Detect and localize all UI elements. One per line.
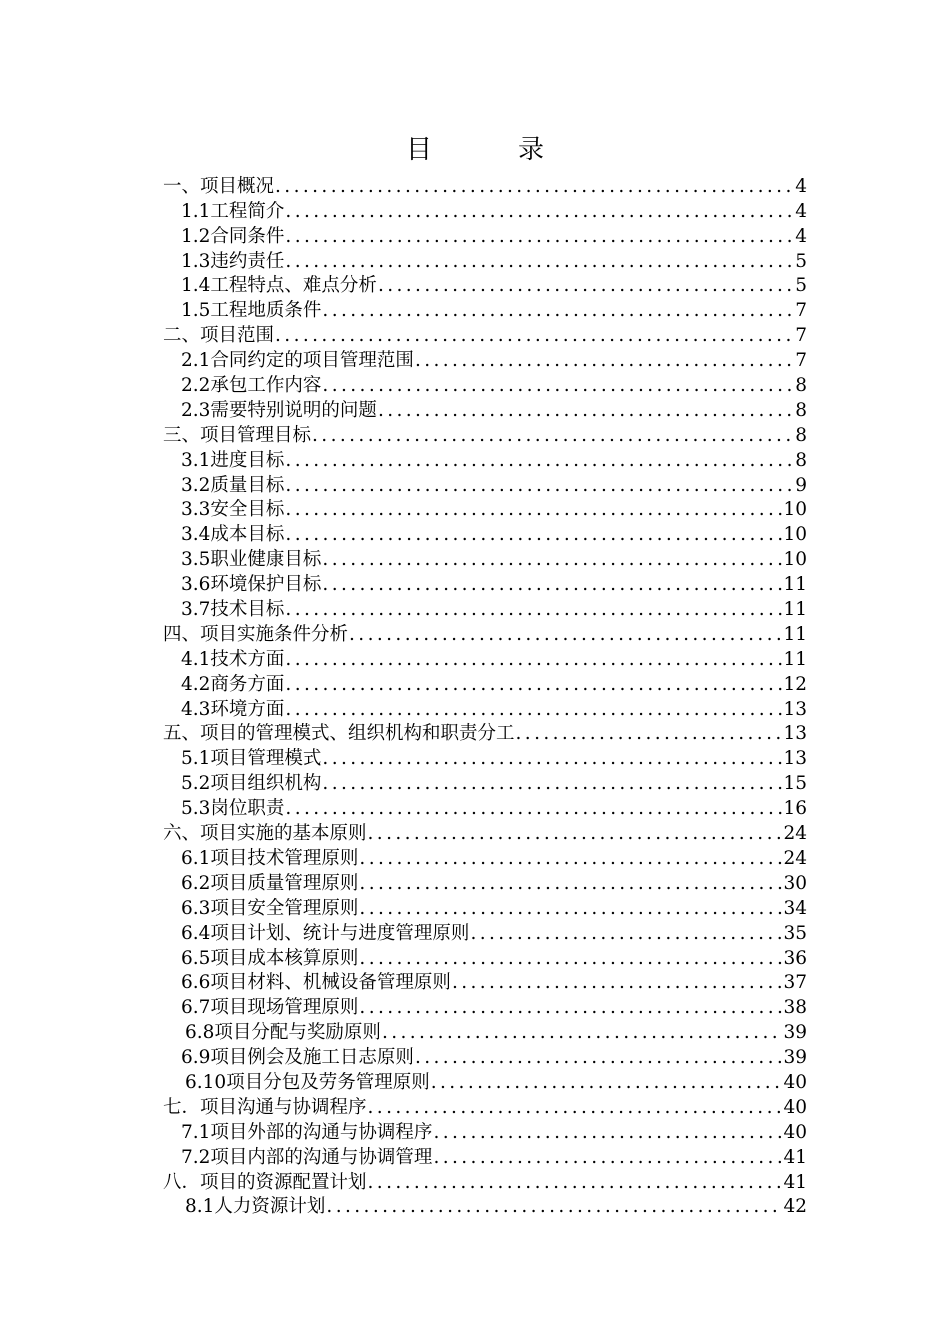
- toc-entry[interactable]: [163, 521, 807, 546]
- toc-page-number: 12: [783, 673, 807, 695]
- toc-entry[interactable]: [163, 1094, 807, 1119]
- toc-entry[interactable]: [163, 1169, 807, 1194]
- toc-entry-text: 7.2项目内部的沟通与协调管理: [181, 1146, 433, 1168]
- toc-dot-leader: [322, 375, 794, 397]
- toc-dot-leader: [470, 923, 782, 945]
- toc-entry-text: 6.5项目成本核算原则: [181, 947, 359, 969]
- toc-entry-text: 二、项目范围: [163, 325, 275, 347]
- toc-entry[interactable]: [163, 895, 807, 920]
- toc-page-number: 4: [795, 175, 807, 197]
- toc-entry-text: 3.3安全目标: [181, 499, 285, 521]
- toc-entry[interactable]: [163, 1144, 807, 1169]
- toc-dot-leader: [285, 649, 782, 671]
- toc-entry-text: 八．项目的资源配置计划: [163, 1171, 367, 1193]
- toc-page-number: 5: [795, 250, 807, 272]
- toc-page-number: 10: [783, 524, 807, 546]
- toc-dot-leader: [285, 674, 782, 696]
- toc-dot-leader: [275, 176, 794, 198]
- toc-page-number: 10: [783, 499, 807, 521]
- toc-page-number: 38: [783, 997, 807, 1019]
- toc-entry-text: 5.3岗位职责: [181, 798, 285, 820]
- toc-entry[interactable]: [163, 347, 807, 372]
- toc-dot-leader: [368, 1172, 783, 1194]
- toc-dot-leader: [433, 1147, 782, 1169]
- toc-dot-leader: [285, 524, 782, 546]
- toc-entry-text: 三、项目管理目标: [163, 424, 312, 446]
- toc-title: 目 录: [405, 135, 574, 165]
- toc-entry-text: 2.2承包工作内容: [181, 375, 322, 397]
- toc-page-number: 11: [783, 648, 807, 670]
- toc-dot-leader: [452, 972, 783, 994]
- toc-entry[interactable]: [163, 1019, 807, 1044]
- toc-page-number: 37: [783, 972, 807, 994]
- toc-page-number: 4: [795, 200, 807, 222]
- toc-entry-text: 2.3需要特别说明的问题: [181, 399, 377, 421]
- toc-entry-text: 五、项目的管理模式、组织机构和职责分工: [163, 723, 515, 745]
- toc-page-number: 16: [783, 798, 807, 820]
- toc-dot-leader: [378, 275, 794, 297]
- toc-entry[interactable]: [163, 845, 807, 870]
- toc-page-number: 40: [783, 1096, 807, 1118]
- toc-dot-leader: [322, 574, 782, 596]
- toc-dot-leader: [359, 873, 782, 895]
- toc-entry[interactable]: [163, 223, 807, 248]
- toc-entry[interactable]: [163, 745, 807, 770]
- toc-entry[interactable]: [163, 248, 807, 273]
- toc-page-number: 7: [795, 300, 807, 322]
- toc-page-number: 11: [783, 599, 807, 621]
- toc-entry-text: 6.8项目分配与奖励原则: [185, 1022, 381, 1044]
- toc-page-number: 24: [783, 823, 807, 845]
- toc-entry-text: 3.6环境保护目标: [181, 574, 322, 596]
- toc-list: [163, 173, 807, 1218]
- toc-dot-leader: [285, 798, 782, 820]
- toc-entry-text: 6.3项目安全管理原则: [181, 897, 359, 919]
- toc-entry-text: 6.1项目技术管理原则: [181, 847, 359, 869]
- toc-entry-text: 8.1人力资源计划: [185, 1196, 326, 1218]
- toc-page-number: 42: [783, 1196, 807, 1218]
- toc-entry[interactable]: [163, 970, 807, 995]
- toc-entry[interactable]: [163, 472, 807, 497]
- toc-dot-leader: [322, 748, 782, 770]
- toc-entry-text: 3.4成本目标: [181, 524, 285, 546]
- toc-entry[interactable]: [163, 497, 807, 522]
- toc-page-number: 11: [783, 574, 807, 596]
- toc-page-number: 41: [783, 1146, 807, 1168]
- toc-dot-leader: [516, 723, 783, 745]
- toc-entry[interactable]: [163, 1194, 807, 1219]
- toc-page-number: 40: [783, 1121, 807, 1143]
- toc-dot-leader: [415, 350, 794, 372]
- toc-dot-leader: [285, 226, 794, 248]
- toc-entry-text: 3.5职业健康目标: [181, 549, 322, 571]
- toc-page-number: 8: [795, 399, 807, 421]
- toc-dot-leader: [285, 475, 794, 497]
- toc-page-number: 24: [783, 847, 807, 869]
- toc-entry[interactable]: [163, 571, 807, 596]
- toc-entry-text: 3.2质量目标: [181, 474, 285, 496]
- toc-entry[interactable]: [163, 173, 807, 198]
- toc-dot-leader: [285, 201, 794, 223]
- toc-entry[interactable]: [163, 1119, 807, 1144]
- toc-entry-text: 4.2商务方面: [181, 673, 285, 695]
- toc-dot-leader: [285, 450, 794, 472]
- toc-page-number: 13: [783, 748, 807, 770]
- toc-page-number: 8: [795, 449, 807, 471]
- toc-entry[interactable]: [163, 994, 807, 1019]
- toc-entry-text: 6.10项目分包及劳务管理原则: [185, 1071, 430, 1093]
- toc-page-number: 15: [783, 773, 807, 795]
- toc-entry-text: 3.1进度目标: [181, 449, 285, 471]
- toc-entry-text: 5.2项目组织机构: [181, 773, 322, 795]
- toc-page-number: 35: [783, 922, 807, 944]
- toc-page-number: 11: [783, 623, 807, 645]
- toc-entry[interactable]: [163, 596, 807, 621]
- toc-page-number: 7: [795, 325, 807, 347]
- toc-dot-leader: [275, 325, 794, 347]
- toc-page-number: 9: [795, 474, 807, 496]
- toc-entry[interactable]: [163, 621, 807, 646]
- toc-page-number: 39: [783, 1022, 807, 1044]
- toc-entry[interactable]: [163, 721, 807, 746]
- toc-entry-text: 四、项目实施条件分析: [163, 623, 349, 645]
- toc-dot-leader: [415, 1047, 783, 1069]
- toc-entry-text: 1.3违约责任: [181, 250, 285, 272]
- toc-entry[interactable]: [163, 322, 807, 347]
- toc-dot-leader: [322, 549, 782, 571]
- toc-entry-text: 1.5工程地质条件: [181, 300, 322, 322]
- toc-entry[interactable]: [163, 198, 807, 223]
- toc-entry[interactable]: [163, 397, 807, 422]
- toc-entry[interactable]: [163, 646, 807, 671]
- toc-page-number: 41: [783, 1171, 807, 1193]
- toc-dot-leader: [431, 1072, 783, 1094]
- toc-entry-text: 6.7项目现场管理原则: [181, 997, 359, 1019]
- toc-entry[interactable]: [163, 297, 807, 322]
- toc-entry[interactable]: [163, 870, 807, 895]
- toc-entry[interactable]: [163, 372, 807, 397]
- toc-entry-text: 1.2合同条件: [181, 225, 285, 247]
- toc-dot-leader: [382, 1022, 783, 1044]
- toc-dot-leader: [433, 1122, 782, 1144]
- toc-entry-text: 6.2项目质量管理原则: [181, 872, 359, 894]
- toc-entry[interactable]: [163, 820, 807, 845]
- toc-entry[interactable]: [163, 1044, 807, 1069]
- toc-page-number: 34: [783, 897, 807, 919]
- toc-entry-text: 6.4项目计划、统计与进度管理原则: [181, 922, 470, 944]
- toc-page-number: 13: [783, 698, 807, 720]
- toc-page-number: 7: [795, 350, 807, 372]
- toc-entry-text: 六、项目实施的基本原则: [163, 823, 367, 845]
- toc-dot-leader: [368, 1097, 783, 1119]
- toc-entry[interactable]: [163, 945, 807, 970]
- toc-entry[interactable]: [163, 1069, 807, 1094]
- toc-entry-text: 4.1技术方面: [181, 648, 285, 670]
- toc-dot-leader: [359, 997, 782, 1019]
- toc-dot-leader: [368, 823, 783, 845]
- toc-page-number: 8: [795, 424, 807, 446]
- toc-entry-text: 2.1合同约定的项目管理范围: [181, 350, 414, 372]
- toc-page-number: 40: [783, 1071, 807, 1093]
- toc-entry-text: 6.6项目材料、机械设备管理原则: [181, 972, 451, 994]
- toc-dot-leader: [359, 848, 782, 870]
- toc-dot-leader: [349, 624, 782, 646]
- toc-entry-text: 4.3环境方面: [181, 698, 285, 720]
- toc-entry[interactable]: [163, 770, 807, 795]
- toc-entry[interactable]: [163, 795, 807, 820]
- toc-dot-leader: [312, 425, 794, 447]
- toc-page-number: 4: [795, 225, 807, 247]
- toc-entry[interactable]: [163, 671, 807, 696]
- toc-dot-leader: [322, 300, 794, 322]
- toc-dot-leader: [359, 948, 782, 970]
- toc-entry-text: 7.1项目外部的沟通与协调程序: [181, 1121, 433, 1143]
- toc-page-number: 5: [795, 275, 807, 297]
- toc-dot-leader: [359, 898, 782, 920]
- toc-entry[interactable]: [163, 422, 807, 447]
- toc-entry-text: 5.1项目管理模式: [181, 748, 322, 770]
- toc-page-number: 10: [783, 549, 807, 571]
- toc-page-number: 39: [783, 1047, 807, 1069]
- toc-entry-text: 七．项目沟通与协调程序: [163, 1096, 367, 1118]
- toc-dot-leader: [285, 599, 782, 621]
- toc-entry[interactable]: [163, 447, 807, 472]
- toc-entry-text: 1.1工程简介: [181, 200, 285, 222]
- toc-entry[interactable]: [163, 273, 807, 298]
- toc-entry[interactable]: [163, 546, 807, 571]
- toc-page-number: 13: [783, 723, 807, 745]
- toc-dot-leader: [378, 400, 794, 422]
- toc-dot-leader: [285, 251, 794, 273]
- toc-entry-text: 3.7技术目标: [181, 599, 285, 621]
- toc-entry-text: 一、项目概况: [163, 175, 275, 197]
- toc-page-number: 36: [783, 947, 807, 969]
- toc-entry[interactable]: [163, 920, 807, 945]
- toc-dot-leader: [322, 773, 782, 795]
- toc-page-number: 30: [783, 872, 807, 894]
- toc-page-number: 8: [795, 375, 807, 397]
- toc-entry-text: 6.9项目例会及施工日志原则: [181, 1047, 414, 1069]
- toc-dot-leader: [285, 699, 782, 721]
- toc-dot-leader: [326, 1196, 782, 1218]
- toc-entry-text: 1.4工程特点、难点分析: [181, 275, 377, 297]
- toc-dot-leader: [285, 499, 782, 521]
- toc-entry[interactable]: [163, 696, 807, 721]
